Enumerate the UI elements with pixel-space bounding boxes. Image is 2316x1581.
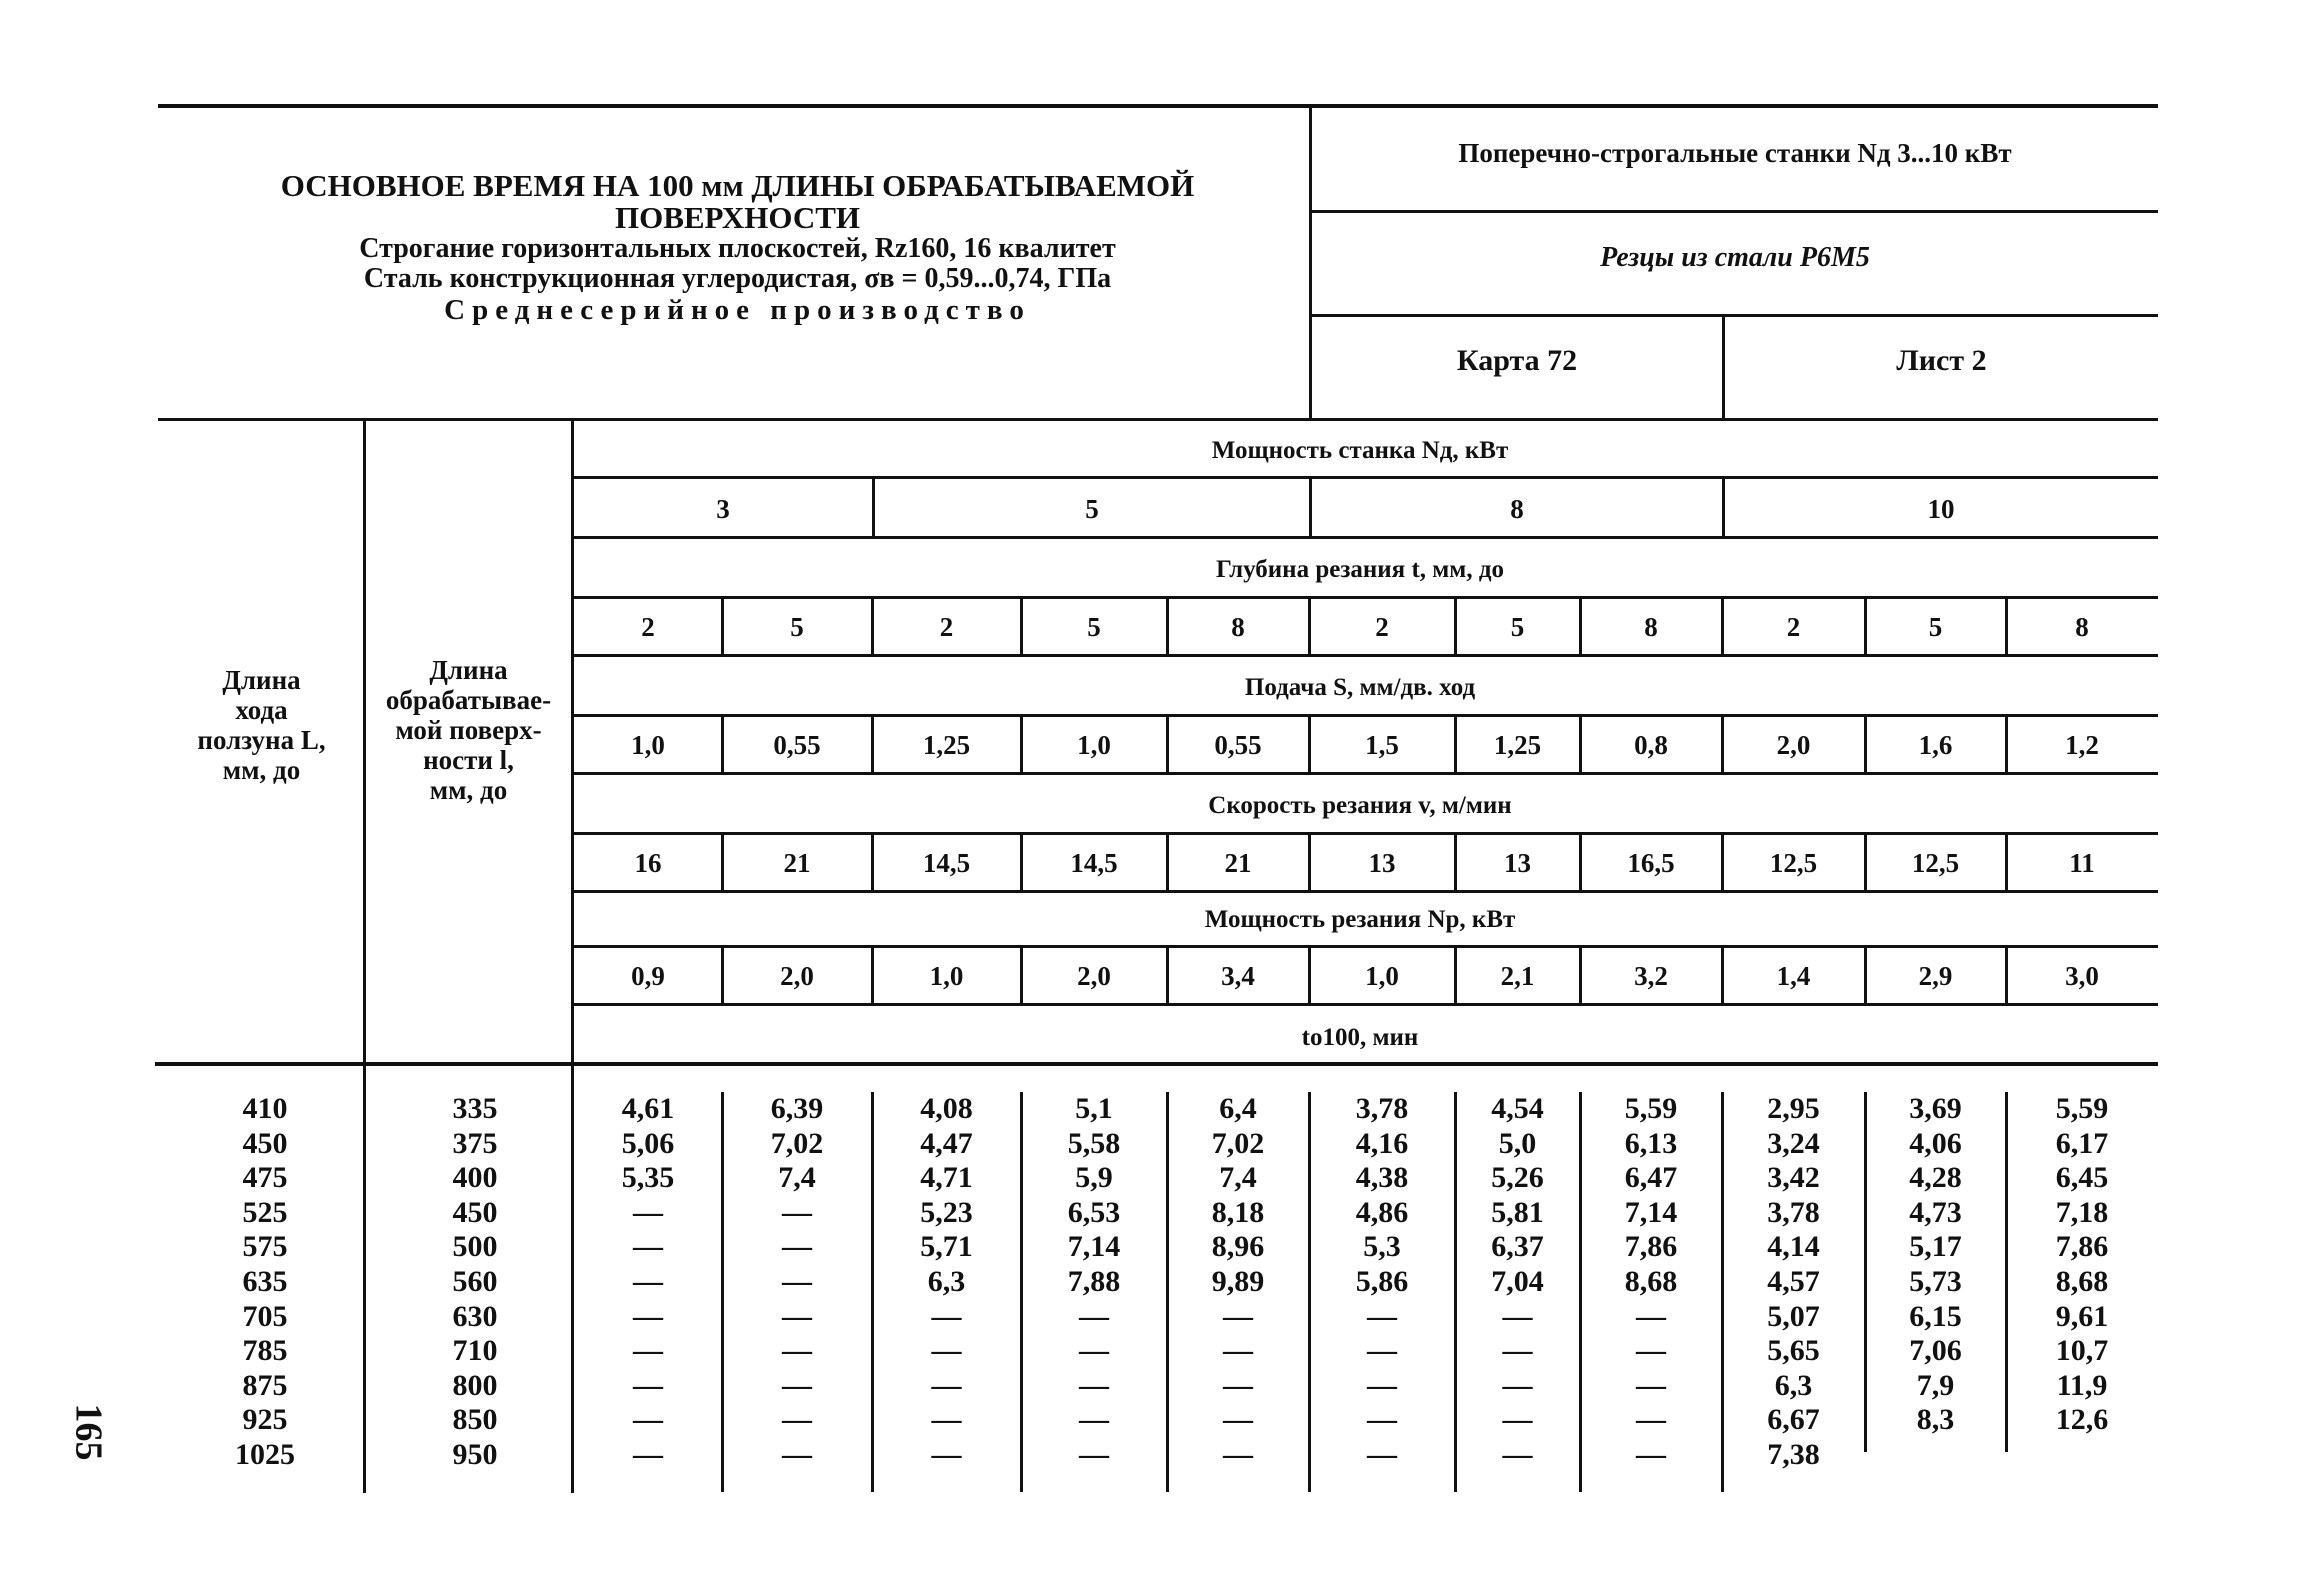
depth-divider (721, 598, 724, 655)
time-value: — (633, 1195, 663, 1229)
cut-power-divider (2005, 947, 2008, 1004)
time-value: 8,18 (1211, 1195, 1265, 1229)
stroke-length-header: Длина хода ползуна L, мм, до (197, 665, 326, 785)
time-value: 7,06 (1909, 1334, 1962, 1368)
time-value: 4,71 (920, 1161, 973, 1195)
surface-length-column (410, 1092, 540, 1473)
time-value: 5,9 (1075, 1161, 1113, 1195)
sheet-number: Лист 2 (1896, 344, 1987, 377)
time-value: 8,96 (1211, 1230, 1265, 1264)
depth-divider (1454, 598, 1457, 655)
speed-divider (2005, 834, 2008, 891)
time-value: 5,17 (1909, 1230, 1962, 1264)
time-value: — (1079, 1437, 1109, 1471)
time-value: 6,13 (1624, 1126, 1678, 1160)
feed-10: 1,6 (1918, 730, 1953, 760)
time-value: 5,73 (1909, 1264, 1962, 1298)
stroke-length-value: 705 (242, 1299, 288, 1333)
time-value: — (633, 1299, 663, 1333)
cut-power-5: 3,4 (1221, 961, 1255, 991)
time-value: — (1223, 1437, 1253, 1471)
depth-4: 5 (1087, 612, 1101, 642)
speed-4: 14,5 (1070, 848, 1118, 878)
surface-length-value: 375 (452, 1126, 498, 1160)
time-value: 7,86 (2055, 1230, 2109, 1264)
stroke-length-value: 875 (242, 1368, 288, 1402)
depth-divider (1020, 598, 1023, 655)
time-column-10 (1865, 1092, 2006, 1473)
time-value: — (633, 1368, 663, 1402)
rule-e (574, 714, 2158, 717)
title-line-1: ОСНОВНОЕ ВРЕМЯ НА 100 мм ДЛИНЫ ОБРАБАТЫВАЕМОЙ (280, 168, 1195, 203)
time-value: — (782, 1299, 812, 1333)
header-rule-1 (1309, 210, 2158, 213)
time-column-9 (1722, 1092, 1865, 1473)
power-div-1 (872, 479, 875, 536)
time-value: — (1367, 1437, 1397, 1471)
machine-power-header: Мощность станка Nд, кВт (1211, 437, 1509, 464)
time-value: 5,3 (1363, 1230, 1401, 1264)
depth-divider (871, 598, 874, 655)
time-value: — (782, 1264, 812, 1298)
time-column-divider (2005, 1092, 2008, 1452)
cut-power-divider (1308, 947, 1311, 1004)
cut-power-divider (871, 947, 874, 1004)
cut-power-3: 1,0 (929, 961, 964, 991)
feed-divider (2005, 716, 2008, 773)
stroke-length-value: 450 (242, 1126, 288, 1160)
time-value: — (782, 1334, 812, 1368)
time-value: 6,67 (1767, 1403, 1820, 1437)
time-value: 5,65 (1767, 1334, 1820, 1368)
time-value: — (1636, 1437, 1666, 1471)
depth-divider (1308, 598, 1311, 655)
time-value: — (1636, 1299, 1666, 1333)
surface-length-header: Длина обрабатывае- мой поверх- ности l, мм, до (385, 655, 552, 805)
time-value: — (931, 1403, 962, 1437)
time-value: 7,9 (1916, 1368, 1955, 1402)
time-value: — (931, 1368, 962, 1402)
surface-length-value: 630 (452, 1299, 498, 1333)
time-value: 6,4 (1219, 1092, 1257, 1125)
cut-power-divider (1454, 947, 1457, 1004)
rule-g (574, 832, 2158, 835)
time-value: 7,04 (1491, 1264, 1544, 1298)
feed-6: 1,5 (1365, 730, 1399, 760)
feed-header: Подача S, мм/дв. ход (1244, 674, 1476, 701)
time-value: — (1502, 1403, 1533, 1437)
time-value: 7,14 (1067, 1230, 1121, 1264)
feed-divider (1864, 716, 1867, 773)
time-column-divider (1864, 1092, 1867, 1452)
speed-5: 21 (1224, 848, 1252, 878)
title-block (160, 170, 1315, 326)
time-value: 3,78 (1355, 1092, 1409, 1125)
feed-divider (871, 716, 874, 773)
time-value: 6,45 (2055, 1161, 2109, 1195)
stroke-length-value: 925 (242, 1403, 288, 1437)
speed-9: 12,5 (1769, 848, 1818, 878)
stroke-length-value: 1025 (235, 1437, 295, 1471)
depth-divider (1579, 598, 1582, 655)
time-value: — (1079, 1403, 1109, 1437)
time-value: — (1367, 1403, 1397, 1437)
time-value: 4,86 (1355, 1195, 1409, 1229)
depth-divider (1721, 598, 1724, 655)
speed-8: 16,5 (1627, 848, 1675, 878)
speed-11: 11 (2069, 848, 2095, 878)
top-rule (158, 104, 2158, 108)
feed-3: 1,25 (922, 730, 971, 760)
time-column-8 (1580, 1092, 1722, 1473)
time-value: 7,14 (1624, 1195, 1678, 1229)
surface-length-value: 950 (452, 1437, 498, 1471)
depth-10: 5 (1928, 612, 1943, 642)
time-value: 9,61 (2055, 1299, 2109, 1333)
time-value: — (1079, 1368, 1109, 1402)
header-rule-2 (1309, 314, 2158, 317)
time-value: 3,42 (1767, 1161, 1820, 1195)
speed-6: 13 (1368, 848, 1396, 878)
time-value: 5,1 (1075, 1092, 1113, 1125)
time-value: 6,3 (1774, 1368, 1813, 1402)
time-value: 4,47 (920, 1126, 973, 1160)
feed-8: 0,8 (1634, 730, 1668, 760)
time-value: — (1502, 1299, 1533, 1333)
time-value: 5,81 (1491, 1195, 1544, 1229)
time-value (2006, 1438, 2158, 1473)
speed-divider (1721, 834, 1724, 891)
speed-divider (1579, 834, 1582, 891)
time-value: 7,88 (1067, 1264, 1121, 1298)
time-value: 6,3 (927, 1264, 966, 1298)
time-value: 4,16 (1355, 1126, 1409, 1160)
time-value: 5,23 (920, 1195, 973, 1229)
speed-divider (1454, 834, 1457, 891)
rule-h (574, 890, 2158, 893)
time-value: 7,86 (1624, 1230, 1678, 1264)
time-value: 5,86 (1355, 1264, 1409, 1298)
time-value: 5,59 (2055, 1092, 2109, 1125)
speed-divider (1166, 834, 1169, 891)
speed-divider (1864, 834, 1867, 891)
stroke-length-value: 575 (242, 1230, 288, 1264)
time-column-divider (1020, 1092, 1023, 1492)
time-value: 5,58 (1067, 1126, 1121, 1160)
time-value: — (1502, 1334, 1533, 1368)
depth-8: 8 (1644, 612, 1658, 642)
depth-1: 2 (641, 612, 655, 642)
time-value: 5,59 (1624, 1092, 1678, 1125)
feed-divider (1454, 716, 1457, 773)
speed-divider (1020, 834, 1023, 891)
depth-7: 5 (1510, 612, 1525, 642)
header-bottom-rule (158, 418, 2158, 421)
speed-7: 13 (1504, 848, 1531, 878)
feed-1: 1,0 (631, 730, 665, 760)
cut-power-divider (1020, 947, 1023, 1004)
time-value: 7,4 (1219, 1161, 1257, 1195)
subtitle-line-1: Строгание горизонтальных плоскостей, Rz160, 16 квалитет (359, 233, 1116, 264)
speed-2: 21 (783, 848, 811, 878)
depth-divider (1166, 598, 1169, 655)
production-type: Среднесерийное производство (444, 294, 1031, 326)
time-value: 8,68 (1624, 1264, 1678, 1298)
time-column-11 (2006, 1092, 2158, 1473)
time-value: 7,4 (778, 1161, 816, 1195)
page-number: 165 (67, 1403, 110, 1461)
rule-c (574, 596, 2158, 599)
time-value: 6,39 (770, 1092, 824, 1125)
time-column-5 (1167, 1092, 1309, 1473)
time-value: 3,78 (1767, 1195, 1820, 1229)
surface-length-value: 500 (452, 1230, 498, 1264)
feed-divider (1166, 716, 1169, 773)
time-value: — (1223, 1368, 1253, 1402)
feed-4: 1,0 (1077, 730, 1111, 760)
table-header-bottom-rule (155, 1062, 2158, 1066)
time-value: 7,02 (1211, 1126, 1265, 1160)
speed-header: Скорость резания v, м/мин (1208, 792, 1512, 819)
surface-length-value: 560 (452, 1264, 498, 1298)
cut-power-header: Мощность резания Nр, кВт (1204, 906, 1516, 933)
time-value: 6,53 (1067, 1195, 1121, 1229)
time-value: — (1636, 1368, 1666, 1402)
feed-2: 0,55 (773, 730, 821, 760)
time-value: 5,71 (920, 1230, 973, 1264)
rule-i (574, 945, 2158, 948)
surface-length-value: 335 (452, 1092, 498, 1125)
speed-3: 14,5 (922, 848, 971, 878)
depth-3: 2 (939, 612, 954, 642)
time-value: 8,3 (1916, 1403, 1955, 1437)
power-3: 3 (716, 494, 730, 524)
power-div-2 (1309, 479, 1312, 536)
time-column-2 (722, 1092, 872, 1473)
time-value: — (782, 1437, 812, 1471)
time-value: 7,02 (770, 1126, 824, 1160)
cut-power-2: 2,0 (780, 961, 814, 991)
time-column-3 (872, 1092, 1021, 1473)
time-value (1865, 1438, 2006, 1473)
speed-divider (871, 834, 874, 891)
time-value: — (782, 1368, 812, 1402)
depth-2: 5 (790, 612, 804, 642)
time-value: — (633, 1230, 663, 1264)
subtitle-line-2: Сталь конструкционная углеродистая, σв = 0,59...0,74, ГПа (363, 263, 1112, 294)
depth-divider (2005, 598, 2008, 655)
cut-power-divider (1864, 947, 1867, 1004)
cut-power-10: 2,9 (1918, 961, 1953, 991)
time-value: 4,08 (920, 1092, 973, 1125)
time-column-divider (1721, 1092, 1724, 1492)
feed-divider (721, 716, 724, 773)
time-column-4 (1021, 1092, 1167, 1473)
time-value: 9,89 (1211, 1264, 1265, 1298)
time-value: — (633, 1334, 663, 1368)
cut-power-7: 2,1 (1500, 961, 1535, 991)
time-column-divider (1579, 1092, 1582, 1492)
depth-header: Глубина резания t, мм, до (1215, 556, 1504, 583)
title-line-2: ПОВЕРХНОСТИ (614, 200, 861, 235)
stroke-length-value: 410 (242, 1092, 288, 1125)
time-value: 6,17 (2055, 1126, 2109, 1160)
time-column-6 (1309, 1092, 1455, 1473)
surface-length-value: 800 (452, 1368, 498, 1402)
power-10: 10 (1927, 494, 1955, 524)
time-value: — (1079, 1299, 1109, 1333)
cut-power-divider (1579, 947, 1582, 1004)
cutter-material: Резцы из стали Р6М5 (1600, 242, 1870, 273)
surface-length-value: 450 (452, 1195, 498, 1229)
rule-b (574, 536, 2158, 539)
time-value: — (1079, 1334, 1109, 1368)
time-value: 6,37 (1491, 1230, 1544, 1264)
stroke-length-value: 635 (242, 1264, 288, 1298)
time-value: — (931, 1437, 962, 1471)
depth-11: 8 (2075, 612, 2089, 642)
machine-type: Поперечно-строгальные станки Nд 3...10 кВт (1458, 138, 2012, 168)
time-value: 5,26 (1491, 1161, 1544, 1195)
time-value: — (1367, 1334, 1397, 1368)
time-value: 11,9 (2056, 1368, 2108, 1402)
time-value: — (1636, 1334, 1666, 1368)
time-value: — (1636, 1403, 1666, 1437)
time-value: — (931, 1299, 962, 1333)
time-value: 4,28 (1909, 1161, 1962, 1195)
depth-9: 2 (1786, 612, 1801, 642)
depth-6: 2 (1375, 612, 1389, 642)
time-value: 6,47 (1624, 1161, 1678, 1195)
rule-j (574, 1003, 2158, 1006)
time-value: 7,38 (1767, 1437, 1820, 1471)
feed-9: 2,0 (1776, 730, 1811, 760)
cut-power-8: 3,2 (1634, 961, 1668, 991)
time-value: — (1223, 1334, 1253, 1368)
feed-divider (1579, 716, 1582, 773)
time-column-divider (1166, 1092, 1169, 1492)
time-value: 4,61 (621, 1092, 675, 1125)
cut-power-6: 1,0 (1365, 961, 1399, 991)
cut-power-1: 0,9 (631, 961, 665, 991)
rule-d (574, 654, 2158, 657)
power-div-3 (1722, 479, 1725, 536)
time-value: 4,57 (1767, 1264, 1820, 1298)
time-value: 6,15 (1909, 1299, 1962, 1333)
time-value: — (931, 1334, 962, 1368)
time-value: — (633, 1403, 663, 1437)
time-column-divider (1454, 1092, 1457, 1492)
time-value: 5,07 (1767, 1299, 1820, 1333)
time-value: — (633, 1264, 663, 1298)
time-value: — (1367, 1299, 1397, 1333)
surface-length-value: 710 (452, 1334, 498, 1368)
time-value: 2,95 (1767, 1092, 1820, 1125)
feed-5: 0,55 (1214, 730, 1262, 760)
stroke-length-column (200, 1092, 330, 1473)
time-value: 4,54 (1491, 1092, 1544, 1125)
depth-5: 8 (1231, 612, 1245, 642)
time-value: 3,24 (1767, 1126, 1820, 1160)
feed-11: 1,2 (2065, 730, 2099, 760)
surface-length-value: 850 (452, 1403, 498, 1437)
time-column-7 (1455, 1092, 1580, 1473)
cut-power-4: 2,0 (1077, 961, 1111, 991)
rule-a (574, 476, 2158, 479)
stroke-length-value: 475 (242, 1161, 288, 1195)
feed-divider (1721, 716, 1724, 773)
time-value: 4,38 (1355, 1161, 1409, 1195)
feed-divider (1308, 716, 1311, 773)
time-value: — (633, 1437, 663, 1471)
feed-divider (1020, 716, 1023, 773)
time-value: 4,73 (1909, 1195, 1962, 1229)
time-value: — (782, 1230, 812, 1264)
time-value: — (1223, 1403, 1253, 1437)
card-number: Карта 72 (1456, 344, 1578, 377)
col1-divider (363, 421, 366, 1493)
speed-divider (1308, 834, 1311, 891)
time-value: 5,35 (621, 1161, 675, 1195)
cut-power-11: 3,0 (2065, 961, 2099, 991)
time-value: — (782, 1403, 812, 1437)
cut-power-divider (1721, 947, 1724, 1004)
depth-divider (1864, 598, 1867, 655)
time-value: 12,6 (2055, 1403, 2109, 1437)
power-5: 5 (1085, 494, 1099, 524)
time-header: tо100, мин (1301, 1024, 1419, 1051)
time-value: — (1502, 1368, 1533, 1402)
speed-1: 16 (634, 848, 662, 878)
time-column-divider (871, 1092, 874, 1492)
surface-length-value: 400 (452, 1161, 498, 1195)
cut-power-divider (721, 947, 724, 1004)
feed-7: 1,25 (1493, 730, 1542, 760)
stroke-length-value: 525 (242, 1195, 288, 1229)
time-value: — (1502, 1437, 1533, 1471)
time-value: — (1223, 1299, 1253, 1333)
rule-f (574, 772, 2158, 775)
cut-power-divider (1166, 947, 1169, 1004)
time-value: 5,06 (621, 1126, 675, 1160)
speed-divider (721, 834, 724, 891)
time-value: 4,14 (1767, 1230, 1820, 1264)
speed-10: 12,5 (1911, 848, 1960, 878)
power-8: 8 (1510, 494, 1524, 524)
time-value: — (782, 1195, 812, 1229)
time-value: 7,18 (2055, 1195, 2109, 1229)
cut-power-9: 1,4 (1776, 961, 1811, 991)
time-column-divider (1308, 1092, 1311, 1492)
time-value: 8,68 (2055, 1264, 2109, 1298)
time-value: 5,0 (1498, 1126, 1537, 1160)
time-column-divider (721, 1092, 724, 1492)
time-value: 3,69 (1909, 1092, 1962, 1125)
time-column-1 (574, 1092, 722, 1473)
time-value: — (1367, 1368, 1397, 1402)
time-value: 4,06 (1909, 1126, 1962, 1160)
stroke-length-value: 785 (242, 1334, 288, 1368)
time-value: 10,7 (2055, 1334, 2109, 1368)
